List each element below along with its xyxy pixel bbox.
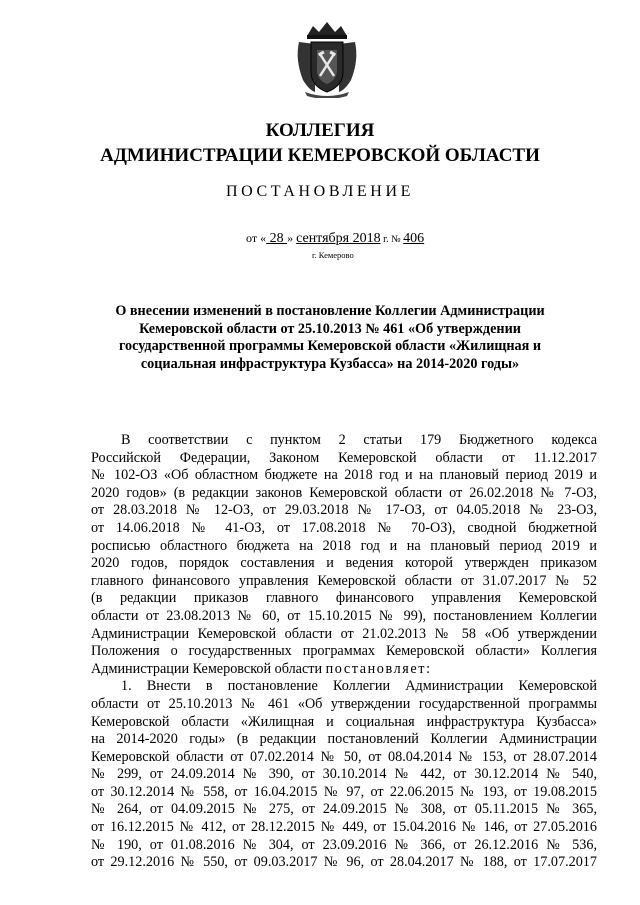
body-line: 2020 годов, порядок составления и ведения которой утвержден приказом <box>91 555 597 572</box>
body-line: (в редакции приказов главного финансового управления Кемеровской <box>91 590 597 607</box>
city: г. Кемерово <box>312 250 354 260</box>
body-line: Администрации Кемеровской области от 21.02.2013 № 58 «Об утверждении <box>91 625 597 642</box>
body-line: № 102-ОЗ «Об областном бюджете на 2018 год и на плановый период 2019 и <box>91 467 597 484</box>
item-1-line: Кемеровской области от 07.02.2014 № 50, от 08.04.2014 № 153, от 28.07.2014 <box>91 748 597 765</box>
document-number: 406 <box>403 231 425 246</box>
item-1-line: № 299, от 24.09.2014 № 390, от 30.10.2014 № 442, от 30.12.2014 № 540, <box>91 766 597 783</box>
item-1-line: на 2014-2020 годы» (в редакции постановлений Коллегии Администрации <box>91 731 597 748</box>
date-month-year: сентября 2018 <box>296 231 381 246</box>
org-name-line-1: КОЛЛЕГИЯ <box>265 120 375 141</box>
item-1-line: № 190, от 01.08.2016 № 304, от 23.09.2016 № 366, от 26.12.2016 № 536, <box>91 836 597 853</box>
document-body <box>91 432 597 872</box>
document-type: ПОСТАНОВЛЕНИЕ <box>226 183 414 200</box>
document-title: О внесении изменений в постановление Коллегии Администрации Кемеровской области от 25.10.2013 № 461 «Об утверждении государственной программы Кемеровской области «Жилищная и социальная инфраструктура Кузбасса» на 2014-2020 годы» <box>115 303 545 372</box>
body-line-final: Администрации Кемеровской области постановляет: <box>91 660 432 677</box>
body-line: Положения о государственных программах Кемеровской области» Коллегия <box>91 643 597 660</box>
org-name-line-2: АДМИНИСТРАЦИИ КЕМЕРОВСКОЙ ОБЛАСТИ <box>100 145 540 166</box>
body-line: главного финансового управления Кемеровской области от 31.07.2017 № 52 <box>91 572 597 589</box>
body-line: В соответствии с пунктом 2 статьи 179 Бюджетного кодекса <box>121 432 597 448</box>
item-1-line: от 16.12.2015 № 412, от 28.12.2015 № 449, от 15.04.2016 № 146, от 27.05.2016 <box>91 819 597 836</box>
item-1-line: от 29.12.2016 № 550, от 09.03.2017 № 96, от 28.04.2017 № 188, от 17.07.2017 <box>91 854 597 871</box>
coat-of-arms-emblem <box>293 20 361 98</box>
date-prefix: от « <box>246 231 267 245</box>
body-line: от 28.03.2018 № 12-ОЗ, от 29.03.2018 № 17-ОЗ, от 04.05.2018 № 23-ОЗ, <box>91 502 597 519</box>
date-day: 28 <box>266 231 288 246</box>
body-line: области от 23.08.2013 № 60, от 15.10.2015 № 99), постановлением Коллегии <box>91 607 597 624</box>
resolves-word: постановляет: <box>325 660 432 677</box>
item-1-line: от 30.12.2014 № 558, от 16.04.2015 № 97, от 22.06.2015 № 193, от 19.08.2015 <box>91 783 597 800</box>
body-line: от 14.06.2018 № 41-ОЗ, от 17.08.2018 № 70-ОЗ), сводной бюджетной <box>91 519 597 536</box>
body-line: Российской Федерации, Законом Кемеровской области от 11.12.2017 <box>91 449 597 466</box>
body-line: 2020 годов» (в редакции законов Кемеровской области от 26.02.2018 № 7-ОЗ, <box>91 484 597 501</box>
body-line: росписью областного бюджета на 2018 год и на плановый период 2019 и <box>91 537 597 554</box>
item-1-line: № 264, от 04.09.2015 № 275, от 24.09.2015 № 308, от 05.11.2015 № 365, <box>91 801 597 818</box>
date-close-quote: » <box>287 231 297 245</box>
item-1-line: Кемеровской области «Жилищная и социальная инфраструктура Кузбасса» <box>91 713 597 730</box>
date-line <box>246 231 424 247</box>
item-1-line: области от 25.10.2013 № 461 «Об утверждении государственной программы <box>91 695 597 712</box>
item-1-line: 1. Внести в постановление Коллегии Администрации Кемеровской <box>121 678 597 695</box>
date-year-suffix: г. <box>380 234 392 245</box>
number-prefix: № <box>391 234 404 245</box>
